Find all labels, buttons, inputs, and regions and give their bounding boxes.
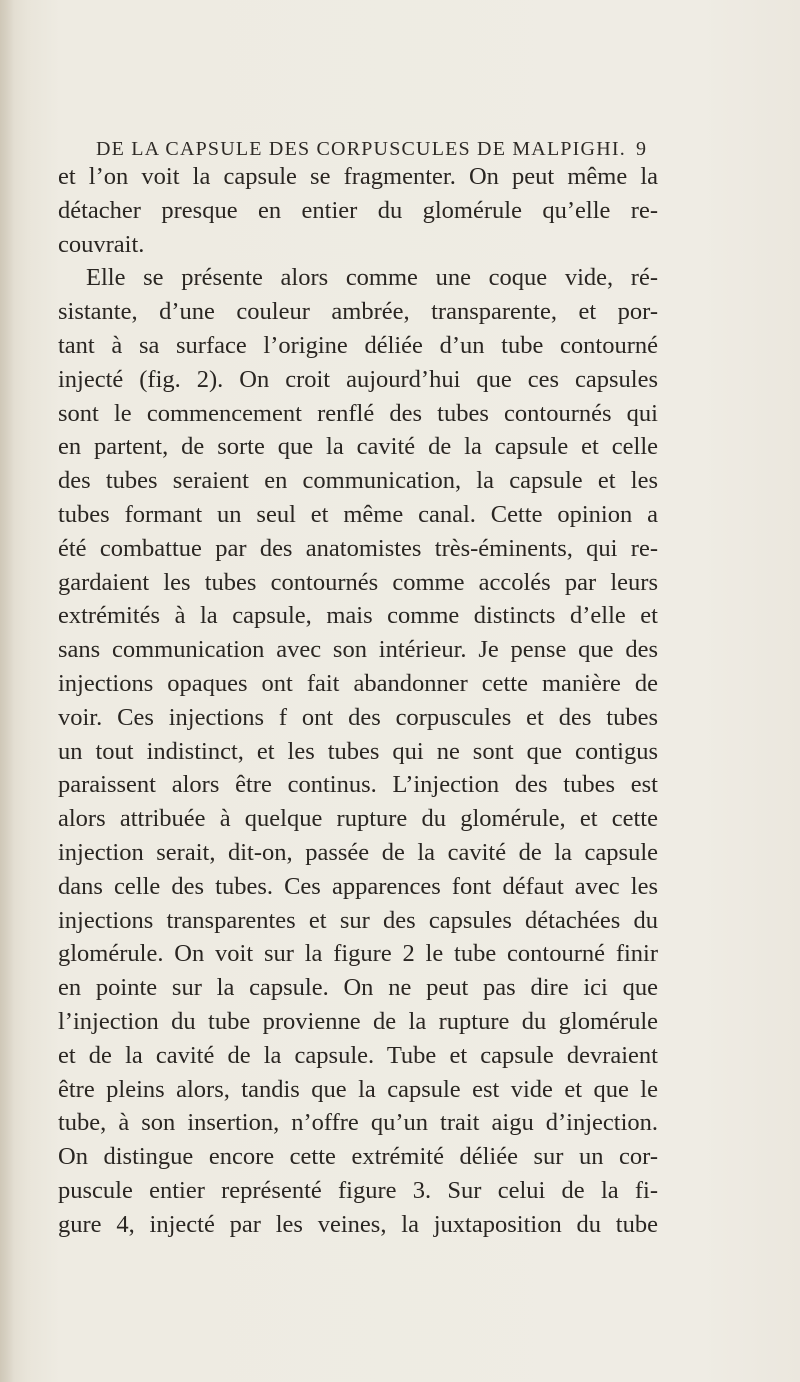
text-line: détacher presque en entier du glomérule qu’elle re- <box>58 196 658 224</box>
text-line: être pleins alors, tandis que la capsule est vide et que le <box>58 1075 658 1103</box>
text-line: On distingue encore cette extrémité déliée sur un cor- <box>58 1143 658 1171</box>
text-line: un tout indistinct, et les tubes qui ne sont que contigus <box>58 737 658 765</box>
page-number: 9 <box>636 138 648 160</box>
text-line: été combattue par des anatomistes très-éminents, qui re- <box>58 534 658 562</box>
text-line: et de la cavité de la capsule. Tube et capsule devraient <box>58 1041 658 1069</box>
gutter-shadow <box>0 0 14 1382</box>
text-line: injections opaques ont fait abandonner cette manière de <box>58 669 658 697</box>
text-line: injecté (fig. 2). On croit aujourd’hui que ces capsules <box>58 365 658 393</box>
text-line: paraissent alors être continus. L’injection des tubes est <box>58 771 658 799</box>
text-line: sistante, d’une couleur ambrée, transparente, et por- <box>58 298 658 326</box>
text-line: injection serait, dit-on, passée de la cavité de la capsule <box>58 838 658 866</box>
text-line: tubes formant un seul et même canal. Cette opinion a <box>58 500 658 528</box>
text-line: couvrait. <box>58 230 145 258</box>
text-line: en pointe sur la capsule. On ne peut pas dire ici que <box>58 974 658 1002</box>
text-line: sans communication avec son intérieur. Je pense que des <box>58 636 658 664</box>
text-line: gardaient les tubes contournés comme accolés par leurs <box>58 568 658 596</box>
text-line: tube, à son insertion, n’offre qu’un trait aigu d’injection. <box>58 1109 658 1137</box>
text-line: puscule entier représenté figure 3. Sur celui de la fi- <box>58 1176 658 1204</box>
text-line: des tubes seraient en communication, la capsule et les <box>58 467 658 495</box>
text-line: injections transparentes et sur des capsules détachées du <box>58 906 658 934</box>
text-line: l’injection du tube provienne de la rupture du glomérule <box>58 1007 658 1035</box>
text-line: Elle se présente alors comme une coque vide, ré- <box>86 264 658 292</box>
text-line: tant à sa surface l’origine déliée d’un tube contourné <box>58 331 658 359</box>
running-head-title: DE LA CAPSULE DES CORPUSCULES DE MALPIGHI. <box>96 138 626 160</box>
text-line: dans celle des tubes. Ces apparences font défaut avec les <box>58 872 658 900</box>
text-line: et l’on voit la capsule se fragmenter. On peut même la <box>58 163 658 190</box>
text-line: glomérule. On voit sur la figure 2 le tube contourné finir <box>58 940 658 968</box>
text-line: alors attribuée à quelque rupture du glomérule, et cette <box>58 805 658 833</box>
text-line: sont le commencement renflé des tubes contournés qui <box>58 399 658 427</box>
body-text <box>58 160 658 1242</box>
text-line: gure 4, injecté par les veines, la juxtaposition du tube <box>58 1210 658 1238</box>
text-line: voir. Ces injections f ont des corpuscules et des tubes <box>58 703 658 731</box>
text-line: en partent, de sorte que la cavité de la capsule et celle <box>58 433 658 461</box>
text-line: extrémités à la capsule, mais comme distincts d’elle et <box>58 602 658 630</box>
